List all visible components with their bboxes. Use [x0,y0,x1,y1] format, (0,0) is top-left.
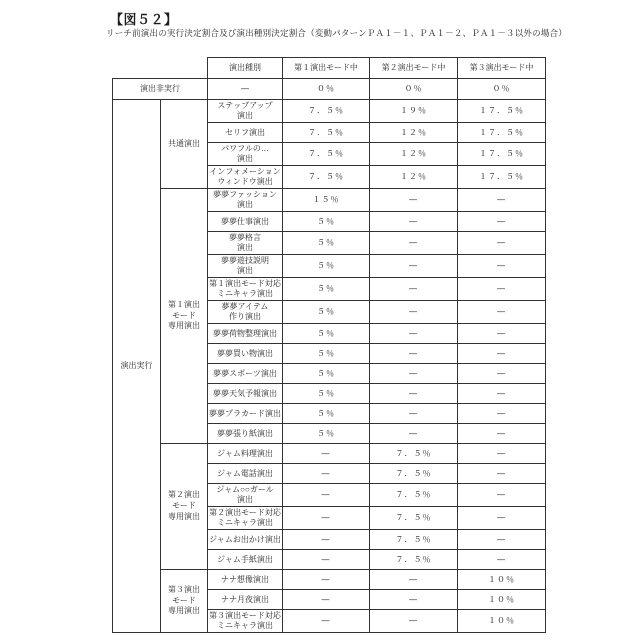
group-label-cell: 共通演出 [161,100,208,189]
mode1-cell: ５％ [283,324,370,344]
mode1-cell: ― [283,507,370,530]
mode2-cell: ― [370,212,458,232]
type-cell: ナナ月夜演出 [208,590,283,610]
mode2-cell: ― [370,570,458,590]
table-row [113,189,546,212]
mode3-cell: ― [458,444,546,464]
mode3-cell: ― [458,464,546,484]
mode2-cell: ― [370,301,458,324]
mode3-cell: １０％ [458,590,546,610]
type-cell: 夢夢アイテム 作り演出 [208,301,283,324]
mode3-cell: ― [458,507,546,530]
type-cell: ジャムお出かけ演出 [208,530,283,550]
mode2-cell: ７．５％ [370,507,458,530]
row-label-cell: 演出非実行 [113,79,208,100]
mode3-cell: ― [458,344,546,364]
mode3-cell: １７．５％ [458,143,546,166]
mode2-cell: ７．５％ [370,550,458,570]
mode2-cell: ― [370,404,458,424]
figure-subtitle: リーチ前演出の実行決定割合及び演出種別決定割合（変動パターンＰＡ１－１、ＰＡ１－２、ＰＡ１－３以外の場合） [106,28,567,38]
mode1-cell: ７．５％ [283,123,370,143]
mode1-cell: ７．５％ [283,166,370,189]
mode2-cell: ― [370,590,458,610]
mode3-cell: ― [458,404,546,424]
mode3-cell: ― [458,212,546,232]
type-cell: ステップアップ 演出 [208,100,283,123]
col-header-mode2: 第２演出モード中 [370,58,458,79]
type-cell: 夢夢仕事演出 [208,212,283,232]
mode3-cell: ― [458,255,546,278]
type-cell: パワフルの… 演出 [208,143,283,166]
mode3-cell: １０％ [458,570,546,590]
mode2-cell: ― [370,278,458,301]
mode3-cell: １７．５％ [458,123,546,143]
table-row [113,444,546,464]
type-cell: ジャム○○ガール 演出 [208,484,283,507]
type-cell: ジャム料理演出 [208,444,283,464]
mode2-cell: １２％ [370,143,458,166]
table-row [113,570,546,590]
mode2-cell: ― [370,424,458,444]
type-cell: 夢夢格言 演出 [208,232,283,255]
type-cell: 夢夢プラカード演出 [208,404,283,424]
mode3-cell: ― [458,364,546,384]
mode3-cell: ― [458,424,546,444]
mode1-cell: ５％ [283,212,370,232]
exec-label-cell: 演出実行 [113,100,161,633]
mode3-cell: ― [458,232,546,255]
mode3-cell: ― [458,324,546,344]
type-cell: 第２演出モード対応 ミニキャラ演出 [208,507,283,530]
mode1-cell: ― [283,484,370,507]
type-cell: ― [208,79,283,100]
type-cell: 夢夢天気予報演出 [208,384,283,404]
mode1-cell: ５％ [283,424,370,444]
mode3-cell: ― [458,484,546,507]
mode2-cell: １２％ [370,123,458,143]
mode1-cell: ５％ [283,384,370,404]
header-row [113,58,546,79]
type-cell: 夢夢ファッション 演出 [208,189,283,212]
production-decision-table [112,57,546,633]
group-label-cell: 第２演出 モード 専用演出 [161,444,208,570]
figure-title: 【図５２】 [110,12,178,27]
type-cell: 夢夢張り紙演出 [208,424,283,444]
mode3-cell: ― [458,384,546,404]
col-header-type: 演出種別 [208,58,283,79]
mode2-cell: ― [370,364,458,384]
mode1-cell: ７．５％ [283,143,370,166]
mode3-cell: ― [458,301,546,324]
type-cell: ナナ想像演出 [208,570,283,590]
mode3-cell: １７．５％ [458,166,546,189]
mode2-cell: ７．５％ [370,530,458,550]
type-cell: インフォメーション ウィンドウ演出 [208,166,283,189]
mode1-cell: １５％ [283,189,370,212]
mode2-cell: ― [370,232,458,255]
col-header-mode1: 第１演出モード中 [283,58,370,79]
mode2-cell: ７．５％ [370,444,458,464]
type-cell: セリフ演出 [208,123,283,143]
type-cell: 夢夢遊技説明 演出 [208,255,283,278]
mode1-cell: ５％ [283,301,370,324]
mode2-cell: ７．５％ [370,464,458,484]
mode3-cell: ― [458,189,546,212]
group-label-cell: 第１演出 モード 専用演出 [161,189,208,444]
non-exec-row [113,79,546,100]
mode1-cell: ― [283,590,370,610]
mode2-cell: ― [370,344,458,364]
table-body [113,79,546,633]
mode3-cell: １７．５％ [458,100,546,123]
mode2-cell: １２％ [370,166,458,189]
mode2-cell: ― [370,255,458,278]
mode1-cell: ５％ [283,232,370,255]
type-cell: 夢夢荷物整理演出 [208,324,283,344]
mode3-cell: ０％ [458,79,546,100]
mode3-cell: ― [458,550,546,570]
type-cell: ジャム手紙演出 [208,550,283,570]
mode1-cell: ７．５％ [283,100,370,123]
mode3-cell: １０％ [458,610,546,633]
mode1-cell: ５％ [283,344,370,364]
mode1-cell: ― [283,570,370,590]
mode2-cell: ― [370,610,458,633]
col-header-mode3: 第３演出モード中 [458,58,546,79]
table-row [113,100,546,123]
mode1-cell: ― [283,444,370,464]
mode1-cell: ５％ [283,278,370,301]
mode3-cell: ― [458,530,546,550]
mode1-cell: ５％ [283,255,370,278]
mode1-cell: ― [283,610,370,633]
group-label-cell: 第３演出 モード 専用演出 [161,570,208,633]
type-cell: 第１演出モード対応 ミニキャラ演出 [208,278,283,301]
type-cell: 夢夢買い物演出 [208,344,283,364]
mode1-cell: ０％ [283,79,370,100]
mode2-cell: ７．５％ [370,484,458,507]
mode1-cell: ― [283,464,370,484]
mode2-cell: ― [370,324,458,344]
type-cell: 夢夢スポーツ演出 [208,364,283,384]
corner-cell [113,58,208,79]
type-cell: 第３演出モード対応 ミニキャラ演出 [208,610,283,633]
mode1-cell: ５％ [283,404,370,424]
mode2-cell: ― [370,384,458,404]
mode2-cell: ０％ [370,79,458,100]
mode2-cell: ― [370,189,458,212]
mode1-cell: ― [283,530,370,550]
mode1-cell: ― [283,550,370,570]
mode1-cell: ５％ [283,364,370,384]
mode2-cell: １９％ [370,100,458,123]
type-cell: ジャム電話演出 [208,464,283,484]
mode3-cell: ― [458,278,546,301]
